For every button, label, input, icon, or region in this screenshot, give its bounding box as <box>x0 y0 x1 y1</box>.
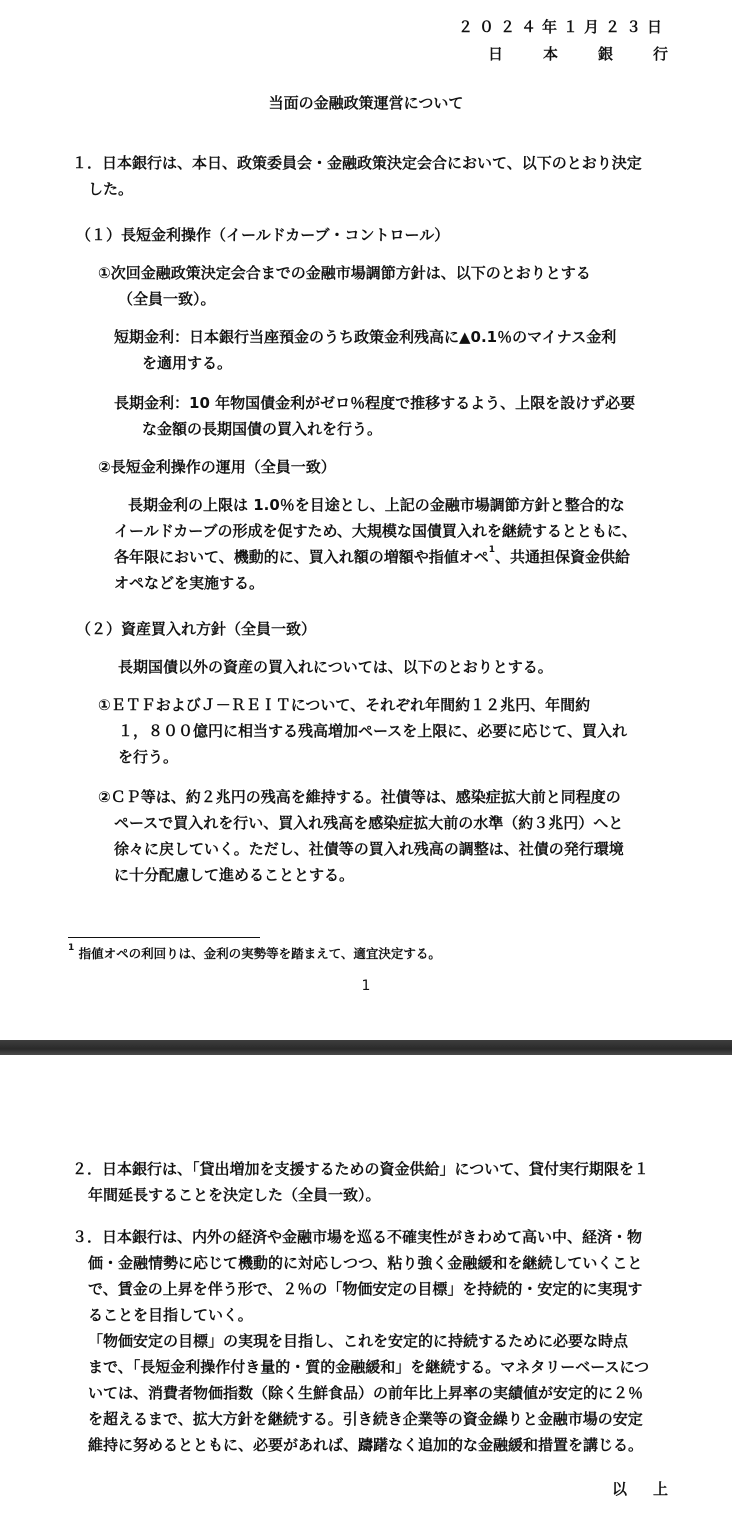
footnote-divider <box>68 937 260 938</box>
document-title: 当面の金融政策運営について <box>268 94 464 112</box>
page-separator <box>0 1040 732 1055</box>
operation-line-2: イールドカーブの形成を促すため、大規模な国債買入れを継続するとともに、 <box>114 522 637 540</box>
policy-heading-2: （２）資産買入れ方針（全員一致） <box>76 620 317 638</box>
issuer-name: 日本銀行 <box>487 45 708 63</box>
asset-purchase-intro: 長期国債以外の資産の買入れについては、以下のとおりとする。 <box>118 658 553 676</box>
section-3-line-3: で、賃金の上昇を伴う形で、２％の「物価安定の目標」を持続的・安定的に実現す <box>88 1280 643 1298</box>
footnote-text: 指値オペの利回りは、金利の実勢等を踏まえて、適宜決定する。 <box>78 946 441 961</box>
operation-line-3-text-cont: 、共通担保資金供給 <box>494 548 630 566</box>
release-date: ２０２４年１月２３日 <box>457 18 668 36</box>
section-3-line-1: ３．日本銀行は、内外の経済や金融市場を巡る不確実性がきわめて高い中、経済・物 <box>72 1228 643 1246</box>
etf-line-1: ①ＥＴＦおよびＪ－ＲＥＩＴについて、それぞれ年間約１２兆円、年間約 <box>98 696 591 714</box>
policy-heading-1: （１）長短金利操作（イールドカーブ・コントロール） <box>76 226 450 244</box>
short-term-rate-line-2: を適用する。 <box>142 354 233 372</box>
section-3-line-2: 価・金融情勢に応じて機動的に対応しつつ、粘り強く金融緩和を継続していくこと <box>88 1254 643 1272</box>
item-1-line-2: （全員一致）。 <box>118 290 216 308</box>
section-3-line-4: ることを目指していく。 <box>88 1306 253 1324</box>
section-3-line-7: いては、消費者物価指数（除く生鮮食品）の前年比上昇率の実績値が安定的に２％ <box>88 1384 644 1402</box>
item-2-heading: ②長短金利操作の運用（全員一致） <box>98 458 336 476</box>
section-2-line-1: ２．日本銀行は、「貸出増加を支援するための資金供給」について、貸付実行期限を１ <box>72 1160 649 1178</box>
cp-line-3: 徐々に戻していく。ただし、社債等の買入れ残高の調整は、社債の発行環境 <box>114 840 624 858</box>
short-term-rate-line-1: 短期金利：日本銀行当座預金のうち政策金利残高に▲0.1％のマイナス金利 <box>114 328 617 346</box>
operation-line-3-text: 各年限において、機動的に、買入れ額の増額や指値オペ <box>114 548 489 566</box>
etf-line-3: を行う。 <box>118 748 179 766</box>
operation-line-3 <box>114 546 630 567</box>
section-3-line-9: 維持に努めるとともに、必要があれば、躊躇なく追加的な金融緩和措置を講じる。 <box>88 1436 644 1454</box>
long-term-rate-line-2: な金額の長期国債の買入れを行う。 <box>142 420 383 438</box>
page-number: 1 <box>361 978 371 994</box>
cp-line-2: ペースで買入れを行い、買入れ残高を感染症拡大前の水準（約３兆円）へと <box>114 814 624 832</box>
section-3-line-5: 「物価安定の目標」の実現を目指し、これを安定的に持続するために必要な時点 <box>88 1332 629 1350</box>
footnote-reference: 1 <box>488 545 495 555</box>
operation-line-4: オペなどを実施する。 <box>114 574 265 592</box>
closing-mark: 以上 <box>611 1480 694 1498</box>
long-term-rate-line-1: 長期金利：10 年物国債金利がゼロ％程度で推移するよう、上限を設けず必要 <box>114 394 636 412</box>
item-1-line-1: ①次回金融政策決定会合までの金融市場調節方針は、以下のとおりとする <box>98 264 591 282</box>
section-1-line-1: １．日本銀行は、本日、政策委員会・金融政策決定会合において、以下のとおり決定 <box>72 154 642 172</box>
etf-line-2: １，８００億円に相当する残高増加ペースを上限に、必要に応じて、買入れ <box>118 722 627 740</box>
section-2-line-2: 年間延長することを決定した（全員一致）。 <box>88 1186 381 1204</box>
footnote <box>68 944 441 962</box>
section-1-line-2: した。 <box>88 180 134 198</box>
cp-line-1: ②ＣＰ等は、約２兆円の残高を維持する。社債等は、感染症拡大前と同程度の <box>98 788 621 806</box>
section-3-line-6: まで、「長短金利操作付き量的・質的金融緩和」を継続する。マネタリーベースにつ <box>88 1358 650 1376</box>
operation-line-1: 長期金利の上限は 1.0％を目途とし、上記の金融市場調節方針と整合的な <box>128 496 625 514</box>
cp-line-4: に十分配慮して進めることとする。 <box>114 866 355 884</box>
footnote-mark: 1 <box>68 943 75 953</box>
section-3-line-8: を超えるまで、拡大方針を継続する。引き続き企業等の資金繰りと金融市場の安定 <box>88 1410 643 1428</box>
